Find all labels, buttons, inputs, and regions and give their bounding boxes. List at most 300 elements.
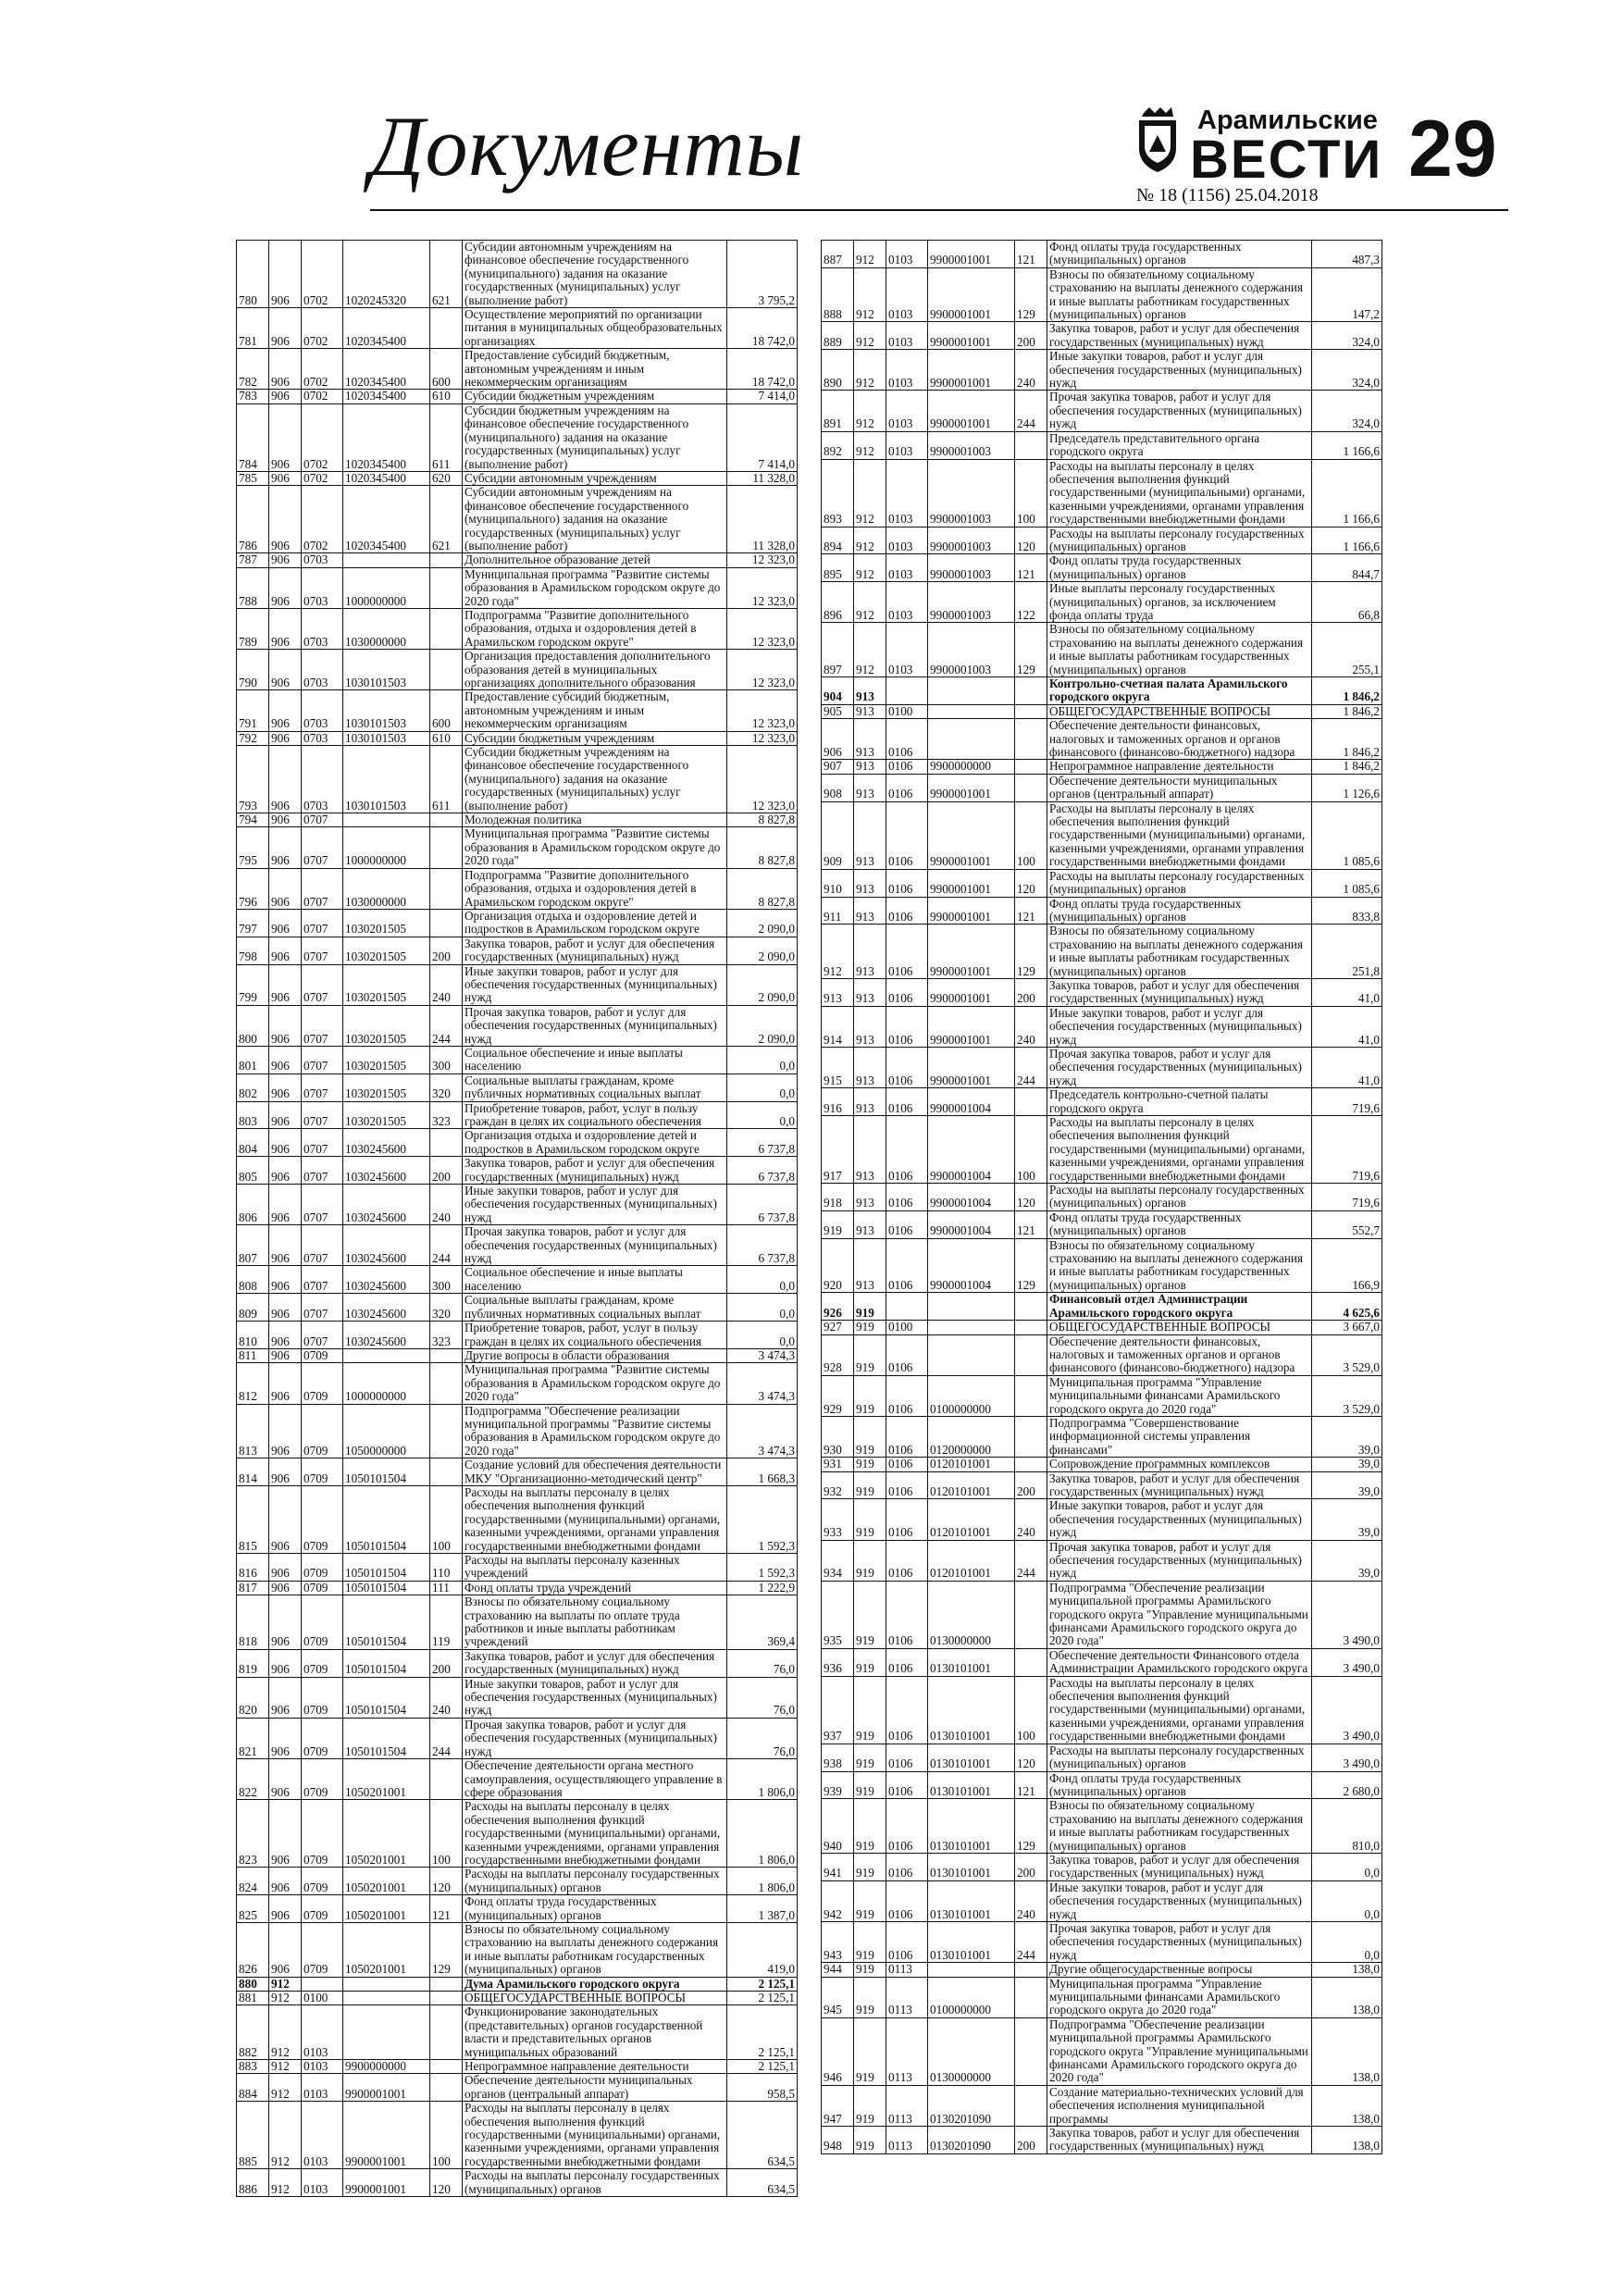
expense-type: 611 <box>430 403 463 471</box>
amount: 8 827,8 <box>727 827 798 868</box>
amount: 1 846,2 <box>1312 704 1382 718</box>
table-row <box>237 1992 798 2005</box>
target-code <box>928 719 1015 760</box>
expense-type: 200 <box>430 1649 463 1677</box>
section-code: 0709 <box>302 1649 343 1677</box>
target-code: 9900001004 <box>928 1184 1015 1211</box>
amount: 12 323,0 <box>727 608 798 649</box>
item-name: Социальное обеспечение и иные выплаты населению <box>463 1046 727 1074</box>
ministry-code: 919 <box>854 1334 886 1375</box>
expense-type: 300 <box>430 1266 463 1294</box>
ministry-code: 919 <box>854 1771 886 1799</box>
amount: 18 742,0 <box>727 349 798 390</box>
section-code: 0106 <box>886 925 928 979</box>
table-row <box>822 1540 1382 1581</box>
ministry-code: 906 <box>269 1922 302 1977</box>
item-name: Предоставление субсидий бюджетным, автономным учреждениям и иным некоммерческим организациям <box>463 349 727 390</box>
amount: 2 090,0 <box>727 964 798 1005</box>
amount: 2 680,0 <box>1312 1771 1382 1799</box>
section-code: 0709 <box>302 1718 343 1758</box>
row-number: 919 <box>822 1210 854 1238</box>
expense-type: 119 <box>430 1595 463 1650</box>
section-code: 0703 <box>302 553 343 567</box>
row-number: 915 <box>822 1047 854 1087</box>
expense-type <box>1015 1648 1047 1676</box>
item-name: Расходы на выплаты персоналу казенных учреждений <box>463 1554 727 1582</box>
amount: 12 323,0 <box>727 746 798 813</box>
table-row <box>822 1771 1382 1799</box>
row-number: 931 <box>822 1458 854 1471</box>
item-name: Иные выплаты персоналу государственных (муниципальных) органов, за исключением фонда оплаты труда <box>1047 582 1312 623</box>
target-code: 1030245600 <box>343 1157 430 1185</box>
section-code: 0707 <box>302 1185 343 1225</box>
ministry-code: 906 <box>269 553 302 567</box>
amount: 39,0 <box>1312 1540 1382 1581</box>
table-row <box>237 486 798 553</box>
target-code: 0130101001 <box>928 1744 1015 1771</box>
amount: 3 490,0 <box>1312 1581 1382 1648</box>
item-name: Прочая закупка товаров, работ и услуг для обеспечения государственных (муниципальных) нужд <box>463 1005 727 1046</box>
table-row <box>237 827 798 868</box>
expense-type <box>1015 760 1047 774</box>
section-code: 0709 <box>302 1868 343 1895</box>
item-name: Обеспечение деятельности финансовых, налоговых и таможенных органов и органов финансового (финансово-бюджетного) надзора <box>1047 1334 1312 1375</box>
expense-type <box>430 1977 463 1991</box>
amount: 1 166,6 <box>1312 459 1382 527</box>
header-divider <box>370 209 1508 211</box>
amount: 39,0 <box>1312 1416 1382 1457</box>
item-name: Обеспечение деятельности органа местного самоуправления, осуществляющего управление в сфере образования <box>463 1759 727 1800</box>
ministry-code: 906 <box>269 486 302 553</box>
table-row <box>822 719 1382 760</box>
amount: 3 490,0 <box>1312 1676 1382 1744</box>
ministry-code: 912 <box>854 391 886 431</box>
amount: 3 474,3 <box>727 1404 798 1458</box>
item-name: Закупка товаров, работ и услуг для обеспечения государственных (муниципальных) нужд <box>1047 978 1312 1006</box>
section-code: 0106 <box>886 1771 928 1799</box>
ministry-code: 906 <box>269 1129 302 1157</box>
table-row <box>822 1744 1382 1771</box>
expense-type: 240 <box>1015 1880 1047 1921</box>
amount: 1 846,2 <box>1312 719 1382 760</box>
section-code: 0709 <box>302 1895 343 1923</box>
target-code: 0100000000 <box>928 1375 1015 1416</box>
amount: 0,0 <box>727 1294 798 1322</box>
row-number: 803 <box>237 1101 269 1129</box>
ministry-code: 913 <box>854 1006 886 1047</box>
amount: 166,9 <box>1312 1238 1382 1293</box>
row-number: 813 <box>237 1404 269 1458</box>
amount: 487,3 <box>1312 241 1382 268</box>
row-number: 920 <box>822 1238 854 1293</box>
ministry-code: 906 <box>269 1458 302 1486</box>
expense-type: 240 <box>430 964 463 1005</box>
section-code: 0113 <box>886 2085 928 2126</box>
row-number: 784 <box>237 403 269 471</box>
section-code: 0709 <box>302 1485 343 1553</box>
expense-type: 244 <box>1015 1921 1047 1962</box>
item-name: Закупка товаров, работ и услуг для обеспечения государственных (муниципальных) нужд <box>463 937 727 964</box>
item-name: Организация отдыха и оздоровление детей и подростков в Арамильском городском округе <box>463 1129 727 1157</box>
amount: 7 414,0 <box>727 403 798 471</box>
ministry-code: 906 <box>269 868 302 909</box>
target-code: 1020345400 <box>343 308 430 349</box>
expense-type: 100 <box>430 1485 463 1553</box>
row-number: 816 <box>237 1554 269 1582</box>
target-code: 9900001001 <box>928 350 1015 391</box>
expense-type: 244 <box>430 1718 463 1758</box>
table-row <box>822 1458 1382 1471</box>
target-code: 0130101001 <box>928 1799 1015 1854</box>
expense-type <box>430 1992 463 2005</box>
expense-type <box>430 1363 463 1404</box>
target-code: 9900001004 <box>928 1116 1015 1184</box>
target-code: 1050101504 <box>343 1595 430 1650</box>
item-name: Прочая закупка товаров, работ и услуг для обеспечения государственных (муниципальных) нужд <box>1047 1047 1312 1087</box>
item-name: Прочая закупка товаров, работ и услуг для обеспечения государственных (муниципальных) нужд <box>1047 391 1312 431</box>
table-row <box>237 1129 798 1157</box>
table-row <box>822 1210 1382 1238</box>
section-code: 0103 <box>886 241 928 268</box>
expense-type: 600 <box>430 349 463 390</box>
row-number: 945 <box>822 1977 854 2017</box>
table-row <box>237 567 798 608</box>
expense-type: 240 <box>430 1677 463 1718</box>
table-row <box>822 391 1382 431</box>
expense-type <box>430 827 463 868</box>
item-name: Закупка товаров, работ и услуг для обеспечения государственных (муниципальных) нужд <box>1047 322 1312 350</box>
item-name: Обеспечение деятельности финансовых, налоговых и таможенных органов и органов финансового (финансово-бюджетного) надзора <box>1047 719 1312 760</box>
table-row <box>237 1363 798 1404</box>
table-row <box>822 350 1382 391</box>
section-code: 0106 <box>886 719 928 760</box>
item-name: Муниципальная программа "Управление муниципальными финансами Арамильского городского округа до 2020 года" <box>1047 1375 1312 1416</box>
row-number: 910 <box>822 869 854 897</box>
amount: 1 085,6 <box>1312 869 1382 897</box>
ministry-code: 906 <box>269 1649 302 1677</box>
amount: 1 387,0 <box>727 1895 798 1923</box>
table-row <box>822 1293 1382 1321</box>
ministry-code: 906 <box>269 909 302 937</box>
row-number: 822 <box>237 1759 269 1800</box>
table-row <box>237 471 798 485</box>
row-number: 810 <box>237 1322 269 1349</box>
section-code: 0702 <box>302 349 343 390</box>
item-name: Дополнительное образование детей <box>463 553 727 567</box>
row-number: 802 <box>237 1074 269 1101</box>
ministry-code: 913 <box>854 774 886 801</box>
row-number: 880 <box>237 1977 269 1991</box>
expense-type <box>430 608 463 649</box>
section-code: 0703 <box>302 746 343 813</box>
table-row <box>822 1471 1382 1499</box>
table-row <box>237 964 798 1005</box>
item-name: Субсидии автономным учреждениям на финансовое обеспечение государственного (муниципального) задания на оказание государственных (муниципальных) услуг (выполнение работ) <box>463 241 727 308</box>
ministry-code: 919 <box>854 2017 886 2085</box>
ministry-code: 906 <box>269 608 302 649</box>
target-code: 9900001001 <box>928 267 1015 322</box>
row-number: 913 <box>822 978 854 1006</box>
target-code: 0130201090 <box>928 2127 1015 2154</box>
item-name: Фонд оплаты труда государственных (муниципальных) органов <box>1047 1210 1312 1238</box>
table-row <box>237 2102 798 2169</box>
expense-type: 121 <box>1015 1210 1047 1238</box>
expense-type <box>430 868 463 909</box>
table-row <box>822 677 1382 705</box>
item-name: Взносы по обязательному социальному страхованию на выплаты денежного содержания и иные выплаты работникам государственных (муниципальных) органов <box>463 1922 727 1977</box>
ministry-code: 913 <box>854 1116 886 1184</box>
expense-type: 621 <box>430 486 463 553</box>
amount: 12 323,0 <box>727 553 798 567</box>
ministry-code: 906 <box>269 1363 302 1404</box>
expense-type: 200 <box>1015 1471 1047 1499</box>
row-number: 821 <box>237 1718 269 1758</box>
ministry-code: 912 <box>854 241 886 268</box>
item-name: Дума Арамильского городского округа <box>463 1977 727 1991</box>
ministry-code: 912 <box>854 527 886 554</box>
item-name: Закупка товаров, работ и услуг для обеспечения государственных (муниципальных) нужд <box>463 1157 727 1185</box>
ministry-code: 906 <box>269 1157 302 1185</box>
table-row <box>822 704 1382 718</box>
amount: 0,0 <box>727 1074 798 1101</box>
row-number: 892 <box>822 431 854 459</box>
table-row <box>237 937 798 964</box>
item-name: Иные закупки товаров, работ и услуг для обеспечения государственных (муниципальных) нужд <box>1047 1499 1312 1540</box>
row-number: 801 <box>237 1046 269 1074</box>
table-row <box>237 1895 798 1923</box>
item-name: ОБЩЕГОСУДАРСТВЕННЫЕ ВОПРОСЫ <box>463 1992 727 2005</box>
section-code: 0113 <box>886 1963 928 1977</box>
expense-type <box>1015 1963 1047 1977</box>
item-name: Расходы на выплаты персоналу государственных (муниципальных) органов <box>1047 1744 1312 1771</box>
section-code: 0702 <box>302 390 343 403</box>
table-row <box>822 2017 1382 2085</box>
expense-type: 244 <box>1015 1047 1047 1087</box>
table-row <box>822 1238 1382 1293</box>
section-code: 0707 <box>302 1074 343 1101</box>
target-code: 9900001001 <box>343 2169 430 2197</box>
expense-type <box>430 1404 463 1458</box>
row-number: 946 <box>822 2017 854 2085</box>
expense-type: 200 <box>1015 322 1047 350</box>
ministry-code: 906 <box>269 349 302 390</box>
section-code: 0103 <box>886 350 928 391</box>
ministry-code: 912 <box>854 582 886 623</box>
target-code: 1000000000 <box>343 567 430 608</box>
section-code: 0106 <box>886 1047 928 1087</box>
expense-type: 121 <box>430 1895 463 1923</box>
ministry-code: 913 <box>854 897 886 925</box>
section-code: 0103 <box>886 582 928 623</box>
expense-type <box>1015 704 1047 718</box>
target-code: 9900001001 <box>928 774 1015 801</box>
amount: 2 090,0 <box>727 1005 798 1046</box>
item-name: Создание материально-технических условий для обеспечения исполнения муниципальной программы <box>1047 2085 1312 2126</box>
table-row <box>822 1088 1382 1116</box>
ministry-code: 906 <box>269 308 302 349</box>
amount: 2 090,0 <box>727 937 798 964</box>
expense-type: 121 <box>1015 1771 1047 1799</box>
row-number: 820 <box>237 1677 269 1718</box>
amount: 958,5 <box>727 2074 798 2102</box>
row-number: 785 <box>237 471 269 485</box>
ministry-code: 906 <box>269 1046 302 1074</box>
row-number: 786 <box>237 486 269 553</box>
target-code: 1030201505 <box>343 1101 430 1129</box>
ministry-code: 919 <box>854 1540 886 1581</box>
amount: 1 592,3 <box>727 1485 798 1553</box>
expense-type: 244 <box>1015 391 1047 431</box>
ministry-code: 919 <box>854 1676 886 1744</box>
item-name: Социальные выплаты гражданам, кроме публичных нормативных социальных выплат <box>463 1074 727 1101</box>
table-row <box>822 2127 1382 2154</box>
section-code: 0707 <box>302 1101 343 1129</box>
table-row <box>237 1581 798 1595</box>
expense-type: 122 <box>1015 582 1047 623</box>
expense-type: 244 <box>430 1005 463 1046</box>
amount: 1 222,9 <box>727 1581 798 1595</box>
item-name: Подпрограмма "Совершенствование информационной системы управления финансами" <box>1047 1416 1312 1457</box>
expense-type <box>1015 2017 1047 2085</box>
target-code: 1030101503 <box>343 650 430 690</box>
section-code: 0707 <box>302 964 343 1005</box>
section-code: 0702 <box>302 471 343 485</box>
table-row <box>822 1184 1382 1211</box>
target-code <box>343 1992 430 2005</box>
target-code: 9900001004 <box>928 1210 1015 1238</box>
item-name: Иные закупки товаров, работ и услуг для обеспечения государственных (муниципальных) нужд <box>463 1677 727 1718</box>
ministry-code: 912 <box>854 554 886 582</box>
amount: 4 625,6 <box>1312 1293 1382 1321</box>
table-row <box>822 897 1382 925</box>
table-row <box>237 2060 798 2074</box>
amount: 0,0 <box>1312 1853 1382 1880</box>
expense-type <box>430 909 463 937</box>
section-code: 0106 <box>886 897 928 925</box>
amount: 12 323,0 <box>727 690 798 731</box>
item-name: Молодежная политика <box>463 813 727 827</box>
section-code: 0703 <box>302 690 343 731</box>
amount: 719,6 <box>1312 1088 1382 1116</box>
row-number: 904 <box>822 677 854 705</box>
item-name: Социальные выплаты гражданам, кроме публичных нормативных социальных выплат <box>463 1294 727 1322</box>
row-number: 814 <box>237 1458 269 1486</box>
section-code: 0106 <box>886 1540 928 1581</box>
target-code <box>928 1963 1015 1977</box>
item-name: Приобретение товаров, работ, услуг в пользу граждан в целях их социального обеспечения <box>463 1322 727 1349</box>
table-row <box>237 1649 798 1677</box>
row-number: 783 <box>237 390 269 403</box>
section-code: 0106 <box>886 1499 928 1540</box>
table-row <box>822 1648 1382 1676</box>
row-number: 908 <box>822 774 854 801</box>
amount: 833,8 <box>1312 897 1382 925</box>
expense-type: 120 <box>1015 869 1047 897</box>
table-row <box>822 1006 1382 1047</box>
ministry-code: 912 <box>269 2060 302 2074</box>
table-row <box>237 813 798 827</box>
row-number: 797 <box>237 909 269 937</box>
section-code: 0707 <box>302 827 343 868</box>
item-name: ОБЩЕГОСУДАРСТВЕННЫЕ ВОПРОСЫ <box>1047 1321 1312 1334</box>
section-code: 0702 <box>302 486 343 553</box>
ministry-code: 906 <box>269 1718 302 1758</box>
expense-type: 120 <box>430 1868 463 1895</box>
expense-type: 244 <box>1015 1540 1047 1581</box>
item-name: Прочая закупка товаров, работ и услуг для обеспечения государственных (муниципальных) нужд <box>1047 1540 1312 1581</box>
expense-type <box>430 308 463 349</box>
target-code: 1030245600 <box>343 1129 430 1157</box>
amount: 76,0 <box>727 1677 798 1718</box>
row-number: 938 <box>822 1744 854 1771</box>
target-code: 9900001003 <box>928 554 1015 582</box>
ministry-code: 906 <box>269 1074 302 1101</box>
expense-type <box>430 567 463 608</box>
row-number: 889 <box>822 322 854 350</box>
target-code: 1030101503 <box>343 690 430 731</box>
target-code: 9900001001 <box>928 241 1015 268</box>
target-code: 1030201505 <box>343 937 430 964</box>
table-row <box>237 2169 798 2197</box>
amount: 138,0 <box>1312 1977 1382 2017</box>
row-number: 799 <box>237 964 269 1005</box>
target-code: 1050101504 <box>343 1677 430 1718</box>
expense-type: 200 <box>430 937 463 964</box>
ministry-code: 912 <box>854 623 886 677</box>
table-row <box>822 431 1382 459</box>
target-code: 9900001001 <box>928 801 1015 869</box>
item-name: Взносы по обязательному социальному страхованию на выплаты денежного содержания и иные выплаты работникам государственных (муниципальных) органов <box>1047 1799 1312 1854</box>
section-code: 0707 <box>302 1322 343 1349</box>
table-row <box>237 1074 798 1101</box>
target-code <box>343 813 430 827</box>
amount: 719,6 <box>1312 1116 1382 1184</box>
expense-type: 121 <box>1015 897 1047 925</box>
expense-type: 111 <box>430 1581 463 1595</box>
ministry-code: 913 <box>854 760 886 774</box>
expense-type <box>1015 1416 1047 1457</box>
ministry-code: 912 <box>269 2005 302 2060</box>
row-number: 934 <box>822 1540 854 1581</box>
target-code: 9900001003 <box>928 431 1015 459</box>
amount: 1 166,6 <box>1312 431 1382 459</box>
ministry-code: 906 <box>269 1800 302 1868</box>
amount: 810,0 <box>1312 1799 1382 1854</box>
amount: 2 090,0 <box>727 909 798 937</box>
section-code: 0709 <box>302 1581 343 1595</box>
ministry-code: 919 <box>854 1499 886 1540</box>
amount: 41,0 <box>1312 1006 1382 1047</box>
amount: 76,0 <box>727 1649 798 1677</box>
row-number: 823 <box>237 1800 269 1868</box>
item-name: Финансовый отдел Администрации Арамильского городского округа <box>1047 1293 1312 1321</box>
row-number: 790 <box>237 650 269 690</box>
target-code: 9900001001 <box>928 869 1015 897</box>
expense-type <box>1015 2085 1047 2126</box>
budget-table-left <box>236 240 797 2197</box>
table-row <box>237 1157 798 1185</box>
amount: 6 737,8 <box>727 1225 798 1266</box>
section-code: 0106 <box>886 1471 928 1499</box>
expense-type <box>430 1759 463 1800</box>
expense-type: 120 <box>430 2169 463 2197</box>
expense-type <box>1015 431 1047 459</box>
ministry-code: 919 <box>854 1977 886 2017</box>
item-name: Взносы по обязательному социальному страхованию на выплаты денежного содержания и иные выплаты работникам государственных (муниципальных) органов <box>1047 925 1312 979</box>
section-code: 0106 <box>886 1853 928 1880</box>
section-code: 0702 <box>302 403 343 471</box>
target-code: 0130101001 <box>928 1921 1015 1962</box>
